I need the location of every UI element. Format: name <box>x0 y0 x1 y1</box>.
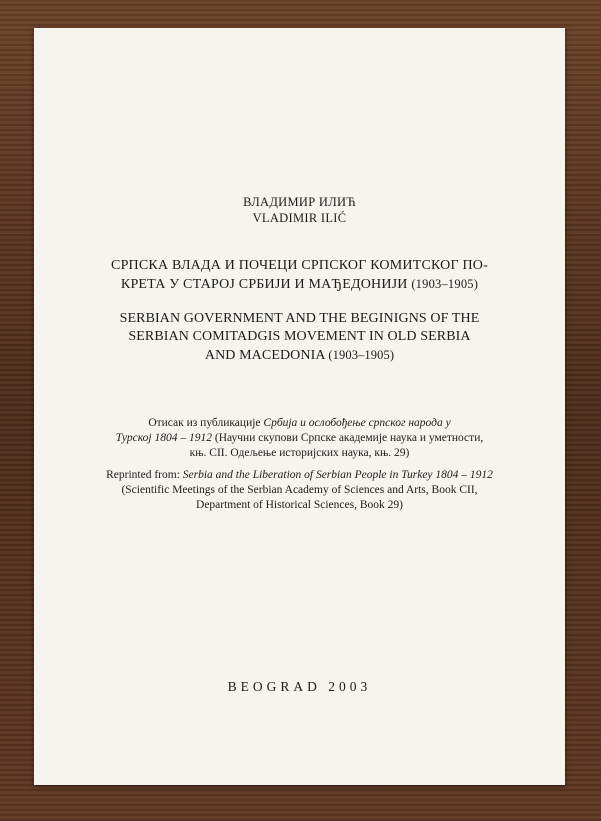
title-cyrillic-years: (1903–1905) <box>411 277 479 291</box>
offprint-cyrillic-line-3: књ. CII. Одељење историјских наука, књ. 29) <box>189 447 410 459</box>
author-name-latin: VLADIMIR ILIĆ <box>252 211 347 225</box>
offprint-cyrillic-details-1: (Научни скупови Српске академије наука и уметности, <box>211 432 484 444</box>
title-english <box>34 310 565 365</box>
title-english-line-1: SERBIAN GOVERNMENT AND THE BEGINIGNS OF THE <box>119 311 480 326</box>
title-cyrillic-line-2 <box>34 275 565 294</box>
offprint-english-line-2: (Scientific Meetings of the Serbian Academy of Sciences and Arts, Book CII, <box>121 484 478 496</box>
offprint-cyrillic-line-2 <box>34 431 565 446</box>
offprint-cyrillic-lead: Отисак из публикације <box>148 417 264 429</box>
offprint-cyrillic-line-1 <box>34 416 565 431</box>
place-and-year: BEOGRAD 2003 <box>227 679 372 694</box>
title-english-line-2: SERBIAN COMITADGIS MOVEMENT IN OLD SERBIA <box>128 329 471 344</box>
offprint-english-lead: Reprinted from: <box>106 469 183 481</box>
document-page <box>34 28 565 785</box>
title-english-years: (1903–1905) <box>328 348 395 362</box>
offprint-cyrillic-pub-title-2: Турској 1804 – 1912 <box>115 432 212 444</box>
title-english-line-3-text: AND MACEDONIA <box>204 348 325 363</box>
offprint-english-line-3: Department of Historical Sciences, Book 29) <box>196 499 403 511</box>
author-name-cyrillic: ВЛАДИМИР ИЛИЋ <box>243 195 356 209</box>
offprint-english-pub-title: Serbia and the Liberation of Serbian People in Turkey 1804 – 1912 <box>182 469 493 481</box>
offprint-cyrillic-pub-title-1: Србија и ослобођење српског народа у <box>263 417 451 429</box>
title-cyrillic-line-1: СРПСКА ВЛАДА И ПОЧЕЦИ СРПСКОГ КОМИТСКОГ ПО- <box>111 258 488 273</box>
offprint-note-english <box>34 468 565 513</box>
offprint-note-cyrillic <box>34 416 565 461</box>
title-english-line-3 <box>34 346 565 365</box>
title-cyrillic-line-2-text: КРЕТА У СТАРОЈ СРБИЈИ И МАЂЕДОНИЈИ <box>120 277 408 292</box>
offprint-english-line-1 <box>34 468 565 483</box>
title-cyrillic <box>34 257 565 294</box>
